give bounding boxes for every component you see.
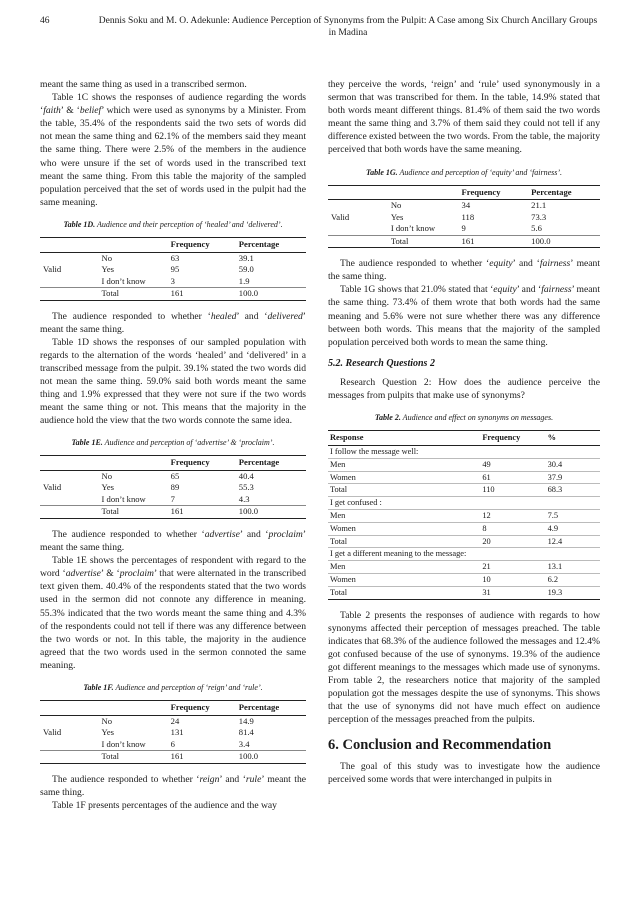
running-title: Dennis Soku and M. O. Adekunle: Audience Perception of Synonyms from the Pulpit: A Case among Six Church Ancillary Groups in Madina	[98, 16, 598, 38]
table-2: Response Frequency % I follow the message well: Men 49 30.4 Women 61 37.9 Total 110 68.3 I get confused : Men 12 7.5 Women 8 4.9 Total 20 12.4 I get a different meaning to the message: Men 21 13.1 Women 10 6.2 Total 31 19.3	[328, 430, 600, 599]
paragraph: Table 1E shows the percentages of respondent with regard to the word ‘advertise’ & ‘proclaim’ that were alternated in the transcribed text given them. 40.4% of the respondents stated that the two words used in the sermon did not connote any difference in meaning. 55.3% indicated that the two words meant the same thing and 4.3% of the respondents could not tell if there was any difference between the two words or not. In this table, the majority in the audience agreed that the two words used in the sermon connoted the same meaning.	[40, 555, 307, 671]
table-1d: Frequency Percentage Valid No 63 39.1 Yes 95 59.0 I don’t know 3 1.9 Total 161 100.0	[40, 237, 306, 301]
left-column	[40, 78, 306, 812]
table-caption: Table 1D. Audience and their perception of ‘healed’ and ‘delivered’.	[63, 219, 283, 229]
paragraph: Table 1F presents percentages of the audience and the way	[52, 799, 277, 811]
table-caption: Table 2. Audience and effect on synonyms on messages.	[374, 413, 554, 423]
right-column	[328, 78, 600, 787]
paragraph: Table 1C shows the responses of audience regarding the words ‘faith’ & ‘belief’ which were used as synonyms by a Minister. From the table, 35.4% of the respondents said the two sets of words did not mean the same thing and 62.1% of the members said they meant the same thing. There were 2.5% of the members in the audience who were unsure if the set of words used in the transcribed text meant the same thing. From this table the majority of the sampled population perceived that the set of words used in the pulpit had the same meaning.	[40, 92, 307, 208]
section-heading-5-2: 5.2. Research Questions 2	[328, 357, 435, 369]
paragraph: they perceive the words, ‘reign’ and ‘rule’ used synonymously in a sermon that was transcribed for them. In the table, 14.9% stated that both words meant different things. 81.4% of them said the two words meant the same thing and 3.7% of them said they could not tell if any difference existed between the two words. From the table, the majority perceived that both words have the same meaning.	[328, 79, 600, 156]
table-1g: Frequency Percentage Valid No 34 21.1 Yes 118 73.3 I don’t know 9 5.6 Total 161 100.0	[328, 185, 600, 249]
paragraph: The audience responded to whether ‘advertise’ and ‘proclaim’ meant the same thing.	[40, 528, 307, 554]
table-1f: Frequency Percentage Valid No 24 14.9 Yes 131 81.4 I don’t know 6 3.4 Total 161 100.0	[40, 700, 306, 764]
table-caption: Table 1G. Audience and perception of ‘equity’ and ‘fairness’.	[365, 167, 563, 177]
section-heading-6: 6. Conclusion and Recommendation	[328, 737, 552, 754]
paragraph: The audience responded to whether ‘equity’ and ‘fairness’ meant the same thing.	[328, 258, 601, 283]
paragraph: Table 1G shows that 21.0% stated that ‘equity’ and ‘fairness’ meant the same thing. 73.4% of them wrote that both words had the same meaning and 5.6% were not sure whether there was any difference between both words. This means that the majority of the sampled population perceived both words to mean the same thing.	[328, 284, 600, 348]
table-caption: Table 1E. Audience and perception of ‘advertise’ & ‘proclaim’.	[71, 438, 275, 448]
paragraph: Research Question 2: How does the audience perceive the messages from pulpits that make use of synonyms?	[328, 376, 600, 401]
page-number: 46	[40, 16, 50, 26]
table-1e: Frequency Percentage Valid No 65 40.4 Yes 89 55.3 I don’t know 7 4.3 Total 161 100.0	[40, 455, 306, 519]
table-caption: Table 1F. Audience and perception of ‘reign’ and ‘rule’.	[83, 683, 263, 692]
paragraph: Table 2 presents the responses of audience with regards to how synonyms affected their perception of messages preached. The table indicates that 68.3% of the audience followed the messages and 12.4% got confused because of the use of synonyms. 19.3% of the audience got different meanings to the messages which made use of synonyms. From table 2, the researchers notice that majority of the sampled population got the messages despite the use of synonyms. This shows that the use of synonyms did not have much effect on audience perception of the messages preached from the pulpits.	[328, 609, 600, 726]
paragraph: The goal of this study was to investigate how the audience perceived some words that were interchanged in pulpits in	[328, 761, 600, 786]
paragraph: The audience responded to whether ‘healed’ and ‘delivered’ meant the same thing.	[40, 310, 306, 335]
paragraph: meant the same thing as used in a transcribed sermon.	[40, 79, 247, 90]
paragraph: Table 1D shows the responses of our sampled population with regards to the alternation of the words ‘healed’ and ‘delivered’ in a transcribed message from the pulpit. 39.1% stated the two words did not mean the same thing. 59.0% said both words meant the same thing and 1.9% expressed that they were not sure if the two words meant the same thing or not. This means that the majority in the audience hold the view that the two words connote the same idea.	[40, 336, 306, 427]
paragraph: The audience responded to whether ‘reign’ and ‘rule’ meant the same thing.	[40, 773, 307, 798]
